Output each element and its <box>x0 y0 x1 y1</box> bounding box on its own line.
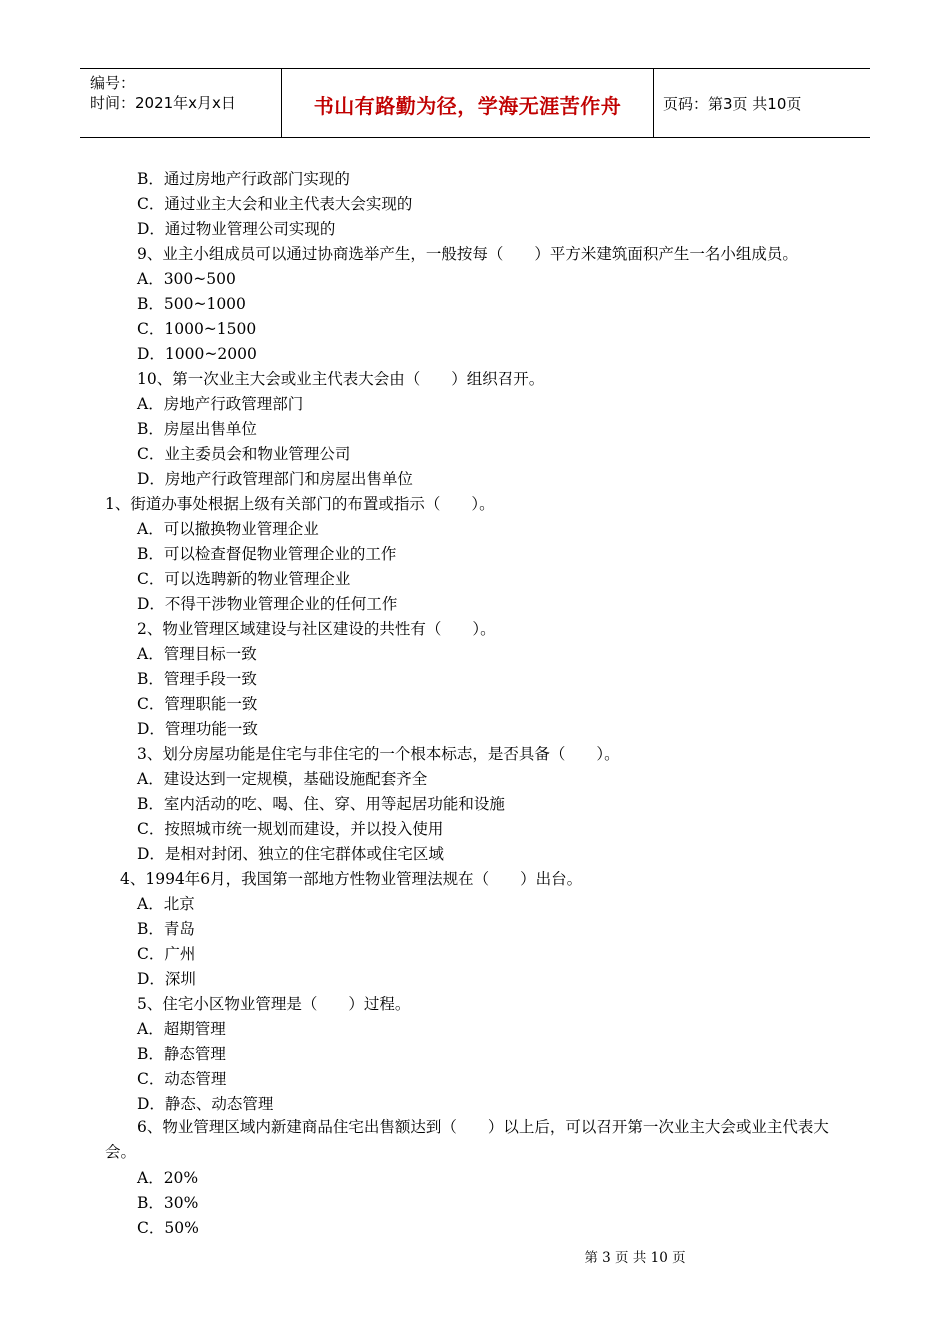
page-footer <box>0 1246 950 1266</box>
header-motto: 书山有路勤为径，学海无涯苦作舟 <box>313 93 622 118</box>
page-header <box>80 68 870 138</box>
option-line: A．20% <box>137 1169 199 1187</box>
option-line: C．业主委员会和物业管理公司 <box>137 445 351 463</box>
option-line: A．300~500 <box>137 270 236 288</box>
option-line: B．可以检查督促物业管理企业的工作 <box>137 545 397 563</box>
header-meta <box>80 69 282 137</box>
option-line: D．1000~2000 <box>137 345 257 363</box>
question-line: 3、划分房屋功能是住宅与非住宅的一个根本标志，是否具备（ ）。 <box>137 745 620 763</box>
option-line: B．管理手段一致 <box>137 670 257 688</box>
option-line: A．北京 <box>137 895 195 913</box>
question-line: 2、物业管理区域建设与社区建设的共性有（ ）。 <box>137 620 496 638</box>
option-line: C．管理职能一致 <box>137 695 258 713</box>
option-line: D．房地产行政管理部门和房屋出售单位 <box>137 470 413 488</box>
option-line: B．室内活动的吃、喝、住、穿、用等起居功能和设施 <box>137 795 505 813</box>
option-line: B．500~1000 <box>137 295 246 313</box>
option-line: C．按照城市统一规划而建设，并以投入使用 <box>137 820 444 838</box>
option-line: B．房屋出售单位 <box>137 420 257 438</box>
option-line: D．管理功能一致 <box>137 720 258 738</box>
question-line: 5、住宅小区物业管理是（ ）过程。 <box>137 995 411 1013</box>
option-line: B．静态管理 <box>137 1045 226 1063</box>
header-motto-cell <box>282 69 654 137</box>
option-line: D．不得干涉物业管理企业的任何工作 <box>137 595 398 613</box>
option-line: B．通过房地产行政部门实现的 <box>137 170 350 188</box>
document-number-label: 编号： <box>90 74 136 92</box>
question-line: 4、1994年6月，我国第一部地方性物业管理法规在（ ）出台。 <box>120 870 583 888</box>
option-line: D．深圳 <box>137 970 196 988</box>
question-line: 1、街道办事处根据上级有关部门的布置或指示（ ）。 <box>105 495 495 513</box>
header-page-cell <box>654 69 870 137</box>
option-line: D．静态、动态管理 <box>137 1095 274 1113</box>
option-line: C．可以选聘新的物业管理企业 <box>137 570 351 588</box>
question-paragraph: 6、物业管理区域内新建商品住宅出售额达到（ ）以上后，可以召开第一次业主大会或业主代表大会。 <box>105 1118 829 1161</box>
option-line: A．可以撤换物业管理企业 <box>137 520 319 538</box>
option-line: B．30% <box>137 1194 199 1212</box>
question-line: 10、第一次业主大会或业主代表大会由（ ）组织召开。 <box>137 370 545 388</box>
option-line: A．建设达到一定规模，基础设施配套齐全 <box>137 770 428 788</box>
option-line: C．动态管理 <box>137 1070 227 1088</box>
document-time-label: 时间：2021年x月x日 <box>90 94 236 112</box>
option-line: A．管理目标一致 <box>137 645 257 663</box>
option-line: C．1000~1500 <box>137 320 257 338</box>
option-line: C．50% <box>137 1219 199 1237</box>
question-line: 9、业主小组成员可以通过协商选举产生，一般按每（ ）平方米建筑面积产生一名小组成员。 <box>137 245 798 263</box>
option-line: D．通过物业管理公司实现的 <box>137 220 336 238</box>
footer-page-number: 第 3 页 共 10 页 <box>584 1250 686 1266</box>
header-page-number: 页码：第3页 共10页 <box>663 94 802 113</box>
option-line: A．超期管理 <box>137 1020 226 1038</box>
option-line: A．房地产行政管理部门 <box>137 395 304 413</box>
option-line: D．是相对封闭、独立的住宅群体或住宅区域 <box>137 845 444 863</box>
option-line: C．广州 <box>137 945 196 963</box>
option-line: B．青岛 <box>137 920 195 938</box>
option-line: C．通过业主大会和业主代表大会实现的 <box>137 195 413 213</box>
